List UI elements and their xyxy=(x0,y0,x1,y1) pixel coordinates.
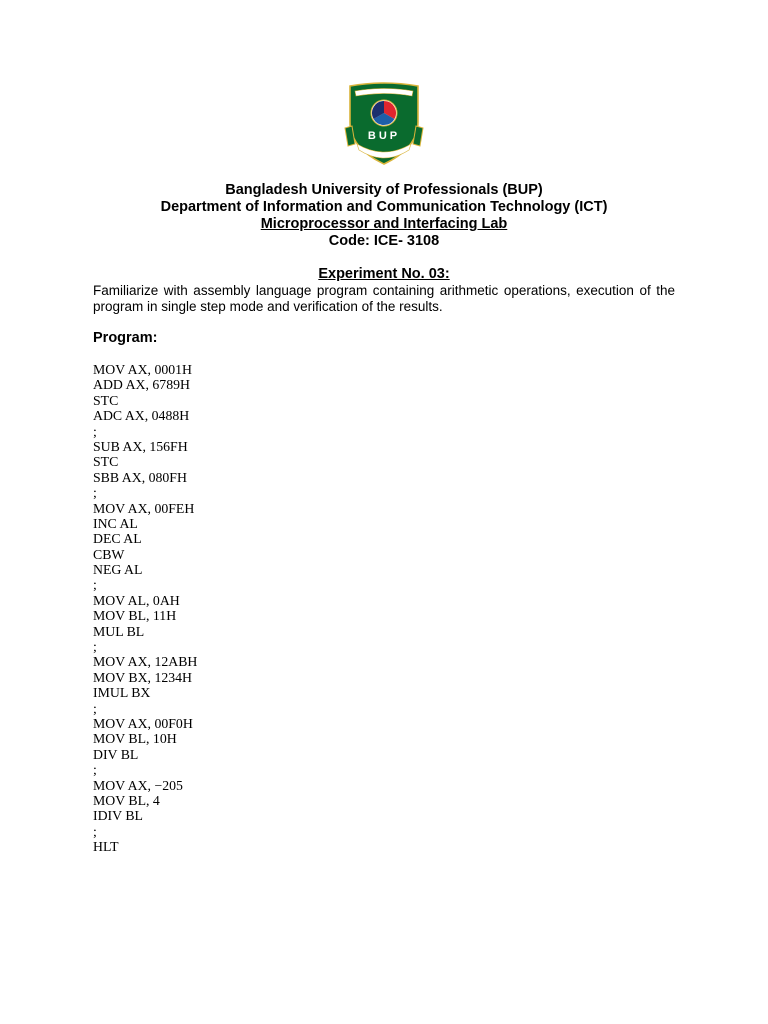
code-line: IMUL BX xyxy=(93,685,151,701)
code-line: ADD AX, 6789H xyxy=(93,377,190,393)
code-line: MOV BL, 11H xyxy=(93,608,177,624)
code-line: MOV BL, 10H xyxy=(93,731,177,747)
code-line: IDIV BL xyxy=(93,808,143,824)
code-line: ; xyxy=(93,762,97,778)
program-heading: Program: xyxy=(93,330,158,346)
code-line: MOV AL, 0AH xyxy=(93,592,180,608)
experiment-title: Experiment No. 03: xyxy=(318,266,450,282)
code-line: CBW xyxy=(93,546,125,562)
code-line: INC AL xyxy=(93,515,138,531)
document-header xyxy=(0,182,768,250)
university-name: Bangladesh University of Professionals (BUP) xyxy=(225,182,543,198)
code-line: DIV BL xyxy=(93,746,139,762)
code-line: ADC AX, 0488H xyxy=(93,408,190,424)
experiment-description: Familiarize with assembly language program containing arithmetic operations, execution of the program in single step mode and verification of the results. xyxy=(93,283,675,314)
code-line: MOV BL, 4 xyxy=(93,792,160,808)
code-line: SUB AX, 156FH xyxy=(93,438,188,454)
bup-logo-emblem xyxy=(341,82,427,168)
code-line: MOV AX, 00FEH xyxy=(93,500,195,516)
code-line: STC xyxy=(93,392,119,408)
code-line: HLT xyxy=(93,839,119,855)
code-line: ; xyxy=(93,485,97,501)
code-line: ; xyxy=(93,700,97,716)
code-line: ; xyxy=(93,577,97,593)
code-line: MOV AX, −205 xyxy=(93,777,183,793)
code-line: MOV AX, 12ABH xyxy=(93,654,198,670)
code-line: NEG AL xyxy=(93,562,143,578)
code-line: ; xyxy=(93,639,97,655)
department-name: Department of Information and Communication Technology (ICT) xyxy=(160,199,608,215)
code-line: DEC AL xyxy=(93,531,142,547)
course-code: Code: ICE- 3108 xyxy=(328,233,440,249)
program-code-listing xyxy=(93,362,197,855)
code-line: MOV AX, 00F0H xyxy=(93,715,193,731)
code-line: SBB AX, 080FH xyxy=(93,469,187,485)
code-line: ; xyxy=(93,423,97,439)
logo-lettering: BUP xyxy=(367,130,401,142)
code-line: STC xyxy=(93,454,119,470)
code-line: MOV BX, 1234H xyxy=(93,669,193,685)
code-line: ; xyxy=(93,823,97,839)
code-line: MOV AX, 0001H xyxy=(93,362,193,377)
lab-name: Microprocessor and Interfacing Lab xyxy=(260,216,508,232)
code-line: MUL BL xyxy=(93,623,145,639)
